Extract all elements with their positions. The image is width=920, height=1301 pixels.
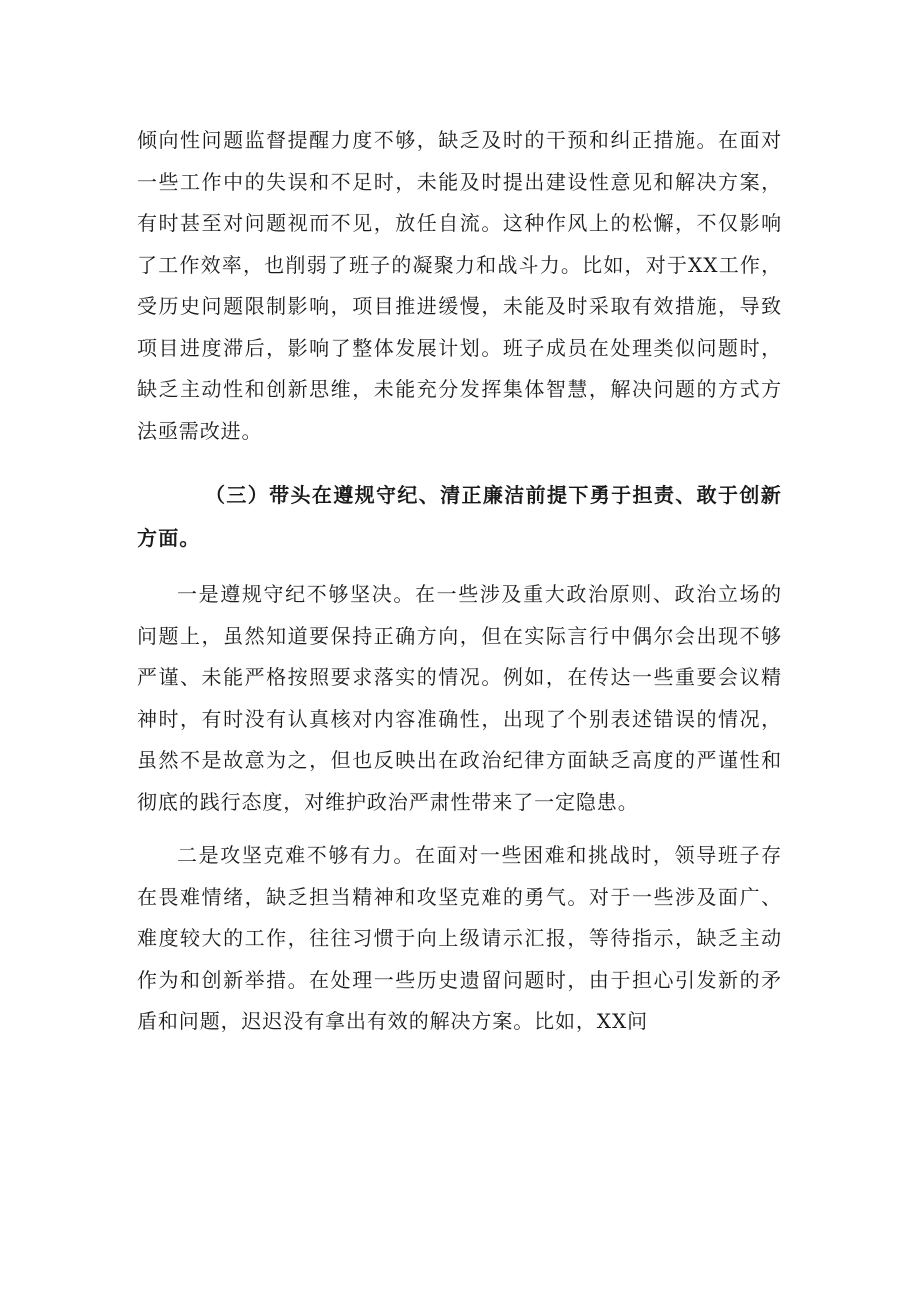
paragraph-continuation: 倾向性问题监督提醒力度不够，缺乏及时的干预和纠正措施。在面对一些工作中的失误和不足时，未能及时提出建设性意见和解决方案，有时甚至对问题视而不见，放任自流。这种作风上的松懈，不仅影响了工作效率，也削弱了班子的凝聚力和战斗力。比如，对于XX工作，受历史问题限制影响，项目推进缓慢，未能及时采取有效措施，导致项目进度滞后，影响了整体发展计划。班子成员在处理类似问题时，缺乏主动性和创新思维，未能充分发挥集体智慧，解决问题的方式方法亟需改进。 — [137, 128, 782, 443]
section-heading: （三）带头在遵规守纪、清正廉洁前提下勇于担责、敢于创新方面。 — [137, 483, 782, 550]
paragraph-spacer — [137, 452, 782, 464]
paragraph-discipline: 一是遵规守纪不够坚决。在一些涉及重大政治原则、政治立场的问题上，虽然知道要保持正确方向，但在实际言行中偶尔会出现不够严谨、未能严格按照要求落实的情况。例如，在传达一些重要会议精神时，有时没有认真核对内容准确性，出现了个别表述错误的情况，虽然不是故意为之，但也反映出在政治纪律方面缺乏高度的严谨性和彻底的践行态度，对维护政治严肃性带来了一定隐患。 — [137, 582, 782, 814]
paragraph-spacer — [137, 823, 782, 835]
paragraph-overcoming-difficulties: 二是攻坚克难不够有力。在面对一些困难和挑战时，领导班子存在畏难情绪，缺乏担当精神和攻坚克难的勇气。对于一些涉及面广、难度较大的工作，往往习惯于向上级请示汇报，等待指示，缺乏主动作为和创新举措。在处理一些历史遗留问题时，由于担心引发新的矛盾和问题，迟迟没有拿出有效的解决方案。比如，XX问 — [137, 843, 782, 1033]
document-body — [137, 120, 782, 1043]
